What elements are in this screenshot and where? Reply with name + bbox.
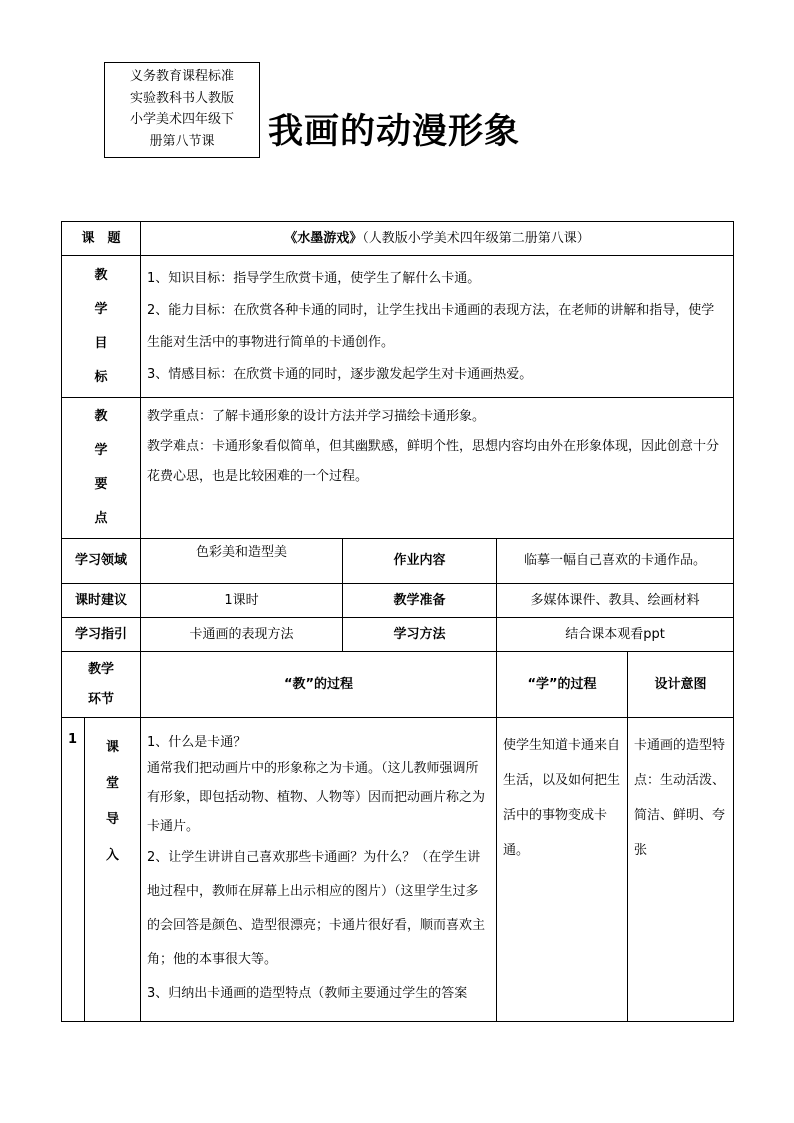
objective-item: 2、能力目标：在欣赏各种卡通的同时，让学生找出卡通画的表现方法，在老师的讲解和指导，使学生能对生活中的事物进行简单的卡通创作。	[147, 302, 715, 350]
hours-label: 课时建议	[62, 584, 141, 618]
domain-label: 学习领域	[62, 539, 141, 584]
topic-suffix: （人教版小学美术四年级第二册第八课）	[362, 230, 590, 246]
hours-value: 1课时	[141, 584, 343, 618]
teach-header: “教”的过程	[141, 652, 497, 718]
guide-label: 学习指引	[62, 618, 141, 652]
keypoint-item: 教学难点：卡通形象看似简单，但其幽默感，鲜明个性，思想内容均由外在形象体现，因此创意十分花费心思，也是比较困难的一个过程。	[147, 439, 720, 484]
intent-header: 设计意图	[628, 652, 734, 718]
topic-value	[141, 222, 734, 256]
process-header-row	[62, 652, 734, 718]
objectives-content	[141, 256, 734, 398]
keypoint-item: 教学重点：了解卡通形象的设计方法并学习描绘卡通形象。	[147, 409, 486, 424]
topic-name: 《水墨游戏》	[284, 230, 363, 246]
lesson-plan-table	[61, 221, 734, 1022]
stage-header: 教学 环节	[62, 652, 141, 718]
section-learn: 使学生知道卡通来自生活，以及如何把生活中的事物变成卡通。	[497, 718, 628, 1022]
objective-item: 1、知识目标：指导学生欣赏卡通，使学生了解什么卡通。	[147, 270, 481, 286]
objective-item: 3、情感目标：在欣赏卡通的同时，逐步激发起学生对卡通画热爱。	[147, 366, 533, 382]
domain-value: 色彩美和造型美	[141, 539, 343, 584]
topic-row	[62, 222, 734, 256]
method-label: 学习方法	[343, 618, 497, 652]
homework-value: 临摹一幅自己喜欢的卡通作品。	[497, 539, 734, 584]
keypoints-label: 教 学 要 点	[62, 398, 141, 539]
objectives-row	[62, 256, 734, 398]
series-line: 实验教科书人教版	[129, 90, 234, 106]
teach-item: 1、什么是卡通？	[147, 735, 247, 750]
domain-row	[62, 539, 734, 584]
preparation-value: 多媒体课件、教具、绘画材料	[497, 584, 734, 618]
series-line: 小学美术四年级下	[129, 112, 234, 127]
section-number: 1	[62, 718, 85, 1022]
section-row	[62, 718, 734, 1022]
guide-value: 卡通画的表现方法	[141, 618, 343, 652]
hours-row	[62, 584, 734, 618]
section-stage: 课 堂 导 入	[85, 718, 141, 1022]
method-value: 结合课本观看ppt	[497, 618, 734, 652]
teach-item: 通常我们把动画片中的形象称之为卡通。（这儿教师强调所有形象，即包括动物、植物、人物等）因而把动画片称之为卡通片。	[147, 761, 486, 834]
page-title: 我画的动漫形象	[268, 111, 521, 152]
learn-header: “学”的过程	[497, 652, 628, 718]
series-line: 义务教育课程标准	[129, 69, 234, 84]
preparation-label: 教学准备	[343, 584, 497, 618]
objectives-label: 教 学 目 标	[62, 256, 141, 398]
homework-label: 作业内容	[343, 539, 497, 584]
series-line: 册第八节课	[149, 133, 215, 149]
section-intent: 卡通画的造型特点：生动活泼、简洁、鲜明、夸张	[628, 718, 734, 1022]
teach-item: 3、归纳出卡通画的造型特点（教师主要通过学生的答案	[147, 986, 468, 1001]
teach-item: 2、让学生讲讲自己喜欢那些卡通画？为什么？（在学生讲地过程中，教师在屏幕上出示相应的图片）（这里学生过多的会回答是颜色、造型很漂亮；卡通片很好看，顺而喜欢主角；他的本事很大等。	[147, 850, 486, 967]
section-teach	[141, 718, 497, 1022]
topic-label: 课 题	[62, 222, 141, 256]
guide-row	[62, 618, 734, 652]
series-info-box	[104, 62, 260, 158]
keypoints-content	[141, 398, 734, 539]
keypoints-row	[62, 398, 734, 539]
